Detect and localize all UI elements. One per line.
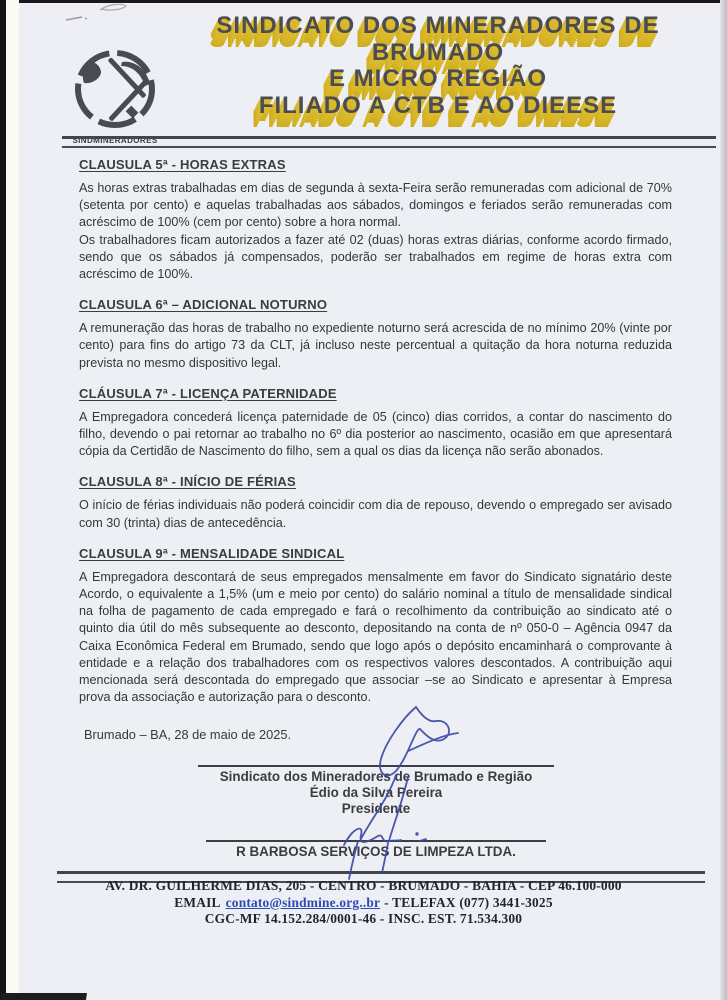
document-body	[79, 149, 672, 706]
document-title	[158, 13, 718, 119]
dateline: Brumado – BA, 28 de maio de 2025.	[84, 727, 292, 742]
scan-paper-strip	[6, 0, 19, 1000]
title-line-1: SINDICATO DOS MINERADORES DE	[216, 12, 660, 39]
footer-contact-line	[0, 895, 727, 912]
crossed-tools-icon	[65, 50, 165, 130]
telefax: - TELEFAX (077) 3441-3025	[384, 894, 553, 910]
footer-address: AV. DR. GUILHERME DIAS, 205 - CENTRO - BRUMADO - BAHIA - CEP 46.100-000	[105, 878, 622, 893]
scan-corner-smudge	[0, 993, 87, 1000]
handwritten-signature	[330, 693, 470, 888]
president-name: Édio da Silva Pereira	[309, 785, 443, 801]
logo-caption: SINDMINERADORES	[72, 136, 158, 145]
clause-5-heading: CLAUSULA 5ª - HORAS EXTRAS	[79, 157, 286, 172]
union-logo	[62, 50, 168, 145]
clause-6-paragraph: A remuneração das horas de trabalho no expediente noturno será acrescida de no mínimo 20% (vinte por cento) para fins do artigo 73 da CLT, já incluso neste percentual a quitação da hora noturna reduzida prevista no mesmo dispositivo legal.	[79, 321, 672, 370]
president-role: Presidente	[341, 801, 411, 817]
clause-5	[79, 157, 672, 283]
clause-5-paragraph: As horas extras trabalhadas em dias de segunda à sexta-Feira serão remuneradas com adicional de 70% (setenta por cento) e aquelas trabalhadas aos sábados, domingos e feriados serão remuneradas com acréscimo de 100% (cem por cento) sobre a hora normal.	[79, 181, 672, 230]
email-label: EMAIL	[174, 894, 221, 910]
company-name: R BARBOSA SERVIÇOS DE LIMPEZA LTDA.	[236, 844, 516, 859]
clause-7-paragraph: A Empregadora concederá licença paternidade de 05 (cinco) dias corridos, a contar do nascimento do filho, devendo o pai retornar ao trabalho no 6º dia posterior ao nascimento, ocasião em que apresentará cópia da Certidão de Nascimento do filho, sem a qual os dias da licença não serão abonados.	[79, 409, 672, 459]
email-link[interactable]: contato@sindmine.org..br	[225, 894, 381, 910]
title-line-4: FILIADO A CTB E AO DIEESE	[258, 91, 618, 119]
clause-8	[79, 474, 672, 531]
scan-edge-right	[720, 0, 727, 1000]
union-name: Sindicato dos Mineradores de Brumado e Região	[219, 769, 533, 784]
clause-9-paragraph: A Empregadora descontará de seus empregados mensalmente em favor do Sindicato signatário deste Acordo, o equivalente a 1,5% (um e meio por cento) do salário nominal a título de mensalidade sindical na folha de pagamento de cada empregado e fará o recolhimento da contribuição ao sindicato até o quinto dia útil do mês subsequente ao desconto, depositando na conta de nº 050-0 – Agência 0947 da Caixa Econômica Federal em Brumado, sendo que logo após o depósito encaminhará o comprovante à entidade e a relação dos trabalhadores com os respectivos valores descontados. A contribuição aqui mencionada será descontada do empregado que associar –se ao Sindicato e apresentar à Empresa prova da associação e autorização para o desconto.	[79, 569, 672, 705]
clause-9	[79, 546, 672, 707]
footer-registration: CGC-MF 14.152.284/0001-46 - INSC. EST. 71.534.300	[204, 911, 523, 927]
clause-7	[79, 386, 672, 461]
title-line-3: E MICRO REGIÃO	[328, 65, 547, 92]
clause-8-heading: CLAUSULA 8ª - INÍCIO DE FÉRIAS	[79, 474, 296, 490]
clause-6-heading: CLAUSULA 6ª – ADICIONAL NOTURNO	[79, 297, 328, 313]
clause-7-heading: CLÁUSULA 7ª - LICENÇA PATERNIDADE	[79, 385, 337, 401]
clause-5-paragraph: Os trabalhadores ficam autorizados a fazer até 02 (duas) horas extras diárias, conforme acordo firmado, sendo que os sábados já compensados, poderão ser trabalhados em regime de horas extra com acréscimo de 100%.	[79, 232, 672, 282]
header-divider	[62, 136, 716, 148]
clause-8-paragraph: O início de férias individuais não poderá coincidir com dia de repouso, devendo o empregado ser avisado com 30 (trinta) dias de antecedência.	[79, 498, 672, 530]
title-line-2: BRUMADO	[371, 38, 505, 66]
clause-9-heading: CLAUSULA 9ª - MENSALIDADE SINDICAL	[79, 545, 345, 561]
clause-6	[79, 297, 672, 372]
